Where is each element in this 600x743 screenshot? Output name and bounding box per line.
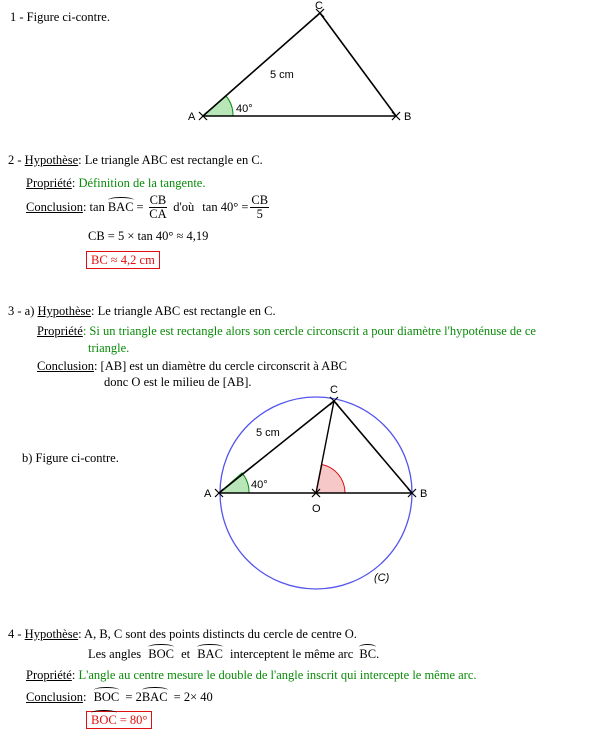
section3-hypothesis: 3 - a) Hypothèse: Le triangle ABC est rectangle en C. xyxy=(8,304,276,318)
figure-1 xyxy=(180,0,420,130)
side-ac xyxy=(203,13,320,116)
label-a: A xyxy=(188,111,196,123)
section2-property: Propriété: Définition de la tangente. xyxy=(26,176,206,190)
label-c: C xyxy=(330,384,338,396)
side-ac xyxy=(219,401,334,493)
section4-hypothesis: 4 - Hypothèse: A, B, C sont des points distincts du cercle de centre O. xyxy=(8,627,357,641)
label-a: A xyxy=(204,488,212,500)
section3-b-line: b) Figure ci-contre. xyxy=(22,451,119,465)
label-b: B xyxy=(420,488,428,500)
circle-label: (C) xyxy=(374,572,390,584)
label-b: B xyxy=(404,111,412,123)
section3-property: Propriété: Si un triangle est rectangle alors son cercle circonscrit a pour diamètre l'hypoténuse de ce xyxy=(37,324,536,338)
section2-hypothesis: 2 - Hypothèse: Le triangle ABC est rectangle en C. xyxy=(8,153,263,167)
angle-label: 40° xyxy=(236,103,253,115)
section2-conclusion: Conclusion : tan BAC = $\frac{CB}{CA}$ d'où tan 40° = $\frac{CB}{5}$ xyxy=(26,193,269,221)
side-cb xyxy=(320,13,396,116)
section2-result-box: BC ≈ 4,2 cm xyxy=(86,253,160,268)
section4-property: Propriété: L'angle au centre mesure le double de l'angle inscrit qui intercepte le même arc. xyxy=(26,668,477,682)
section4-line2: Les angles BOC et BAC interceptent le même arc BC. xyxy=(88,647,380,661)
section3-conclusion-cont: donc O est le milieu de [AB]. xyxy=(104,375,252,389)
side-length-label: 5 cm xyxy=(256,427,280,439)
angle-label: 40° xyxy=(251,479,268,491)
section4-result-box: BOC = 80° xyxy=(86,713,152,728)
side-length-label: 5 cm xyxy=(270,69,294,81)
label-o: O xyxy=(312,503,321,515)
section3-property-cont: triangle. xyxy=(88,341,130,355)
label-c: C xyxy=(315,0,323,12)
section4-conclusion: Conclusion: BOC = 2BAC = 2× 40 xyxy=(26,690,213,704)
section3-conclusion: Conclusion: [AB] est un diamètre du cercle circonscrit à ABC xyxy=(37,359,347,373)
section1-line: 1 - Figure ci-contre. xyxy=(10,10,110,24)
section2-calculation: CB = 5 × tan 40° ≈ 4,19 xyxy=(88,229,209,243)
figure-2 xyxy=(190,380,450,605)
